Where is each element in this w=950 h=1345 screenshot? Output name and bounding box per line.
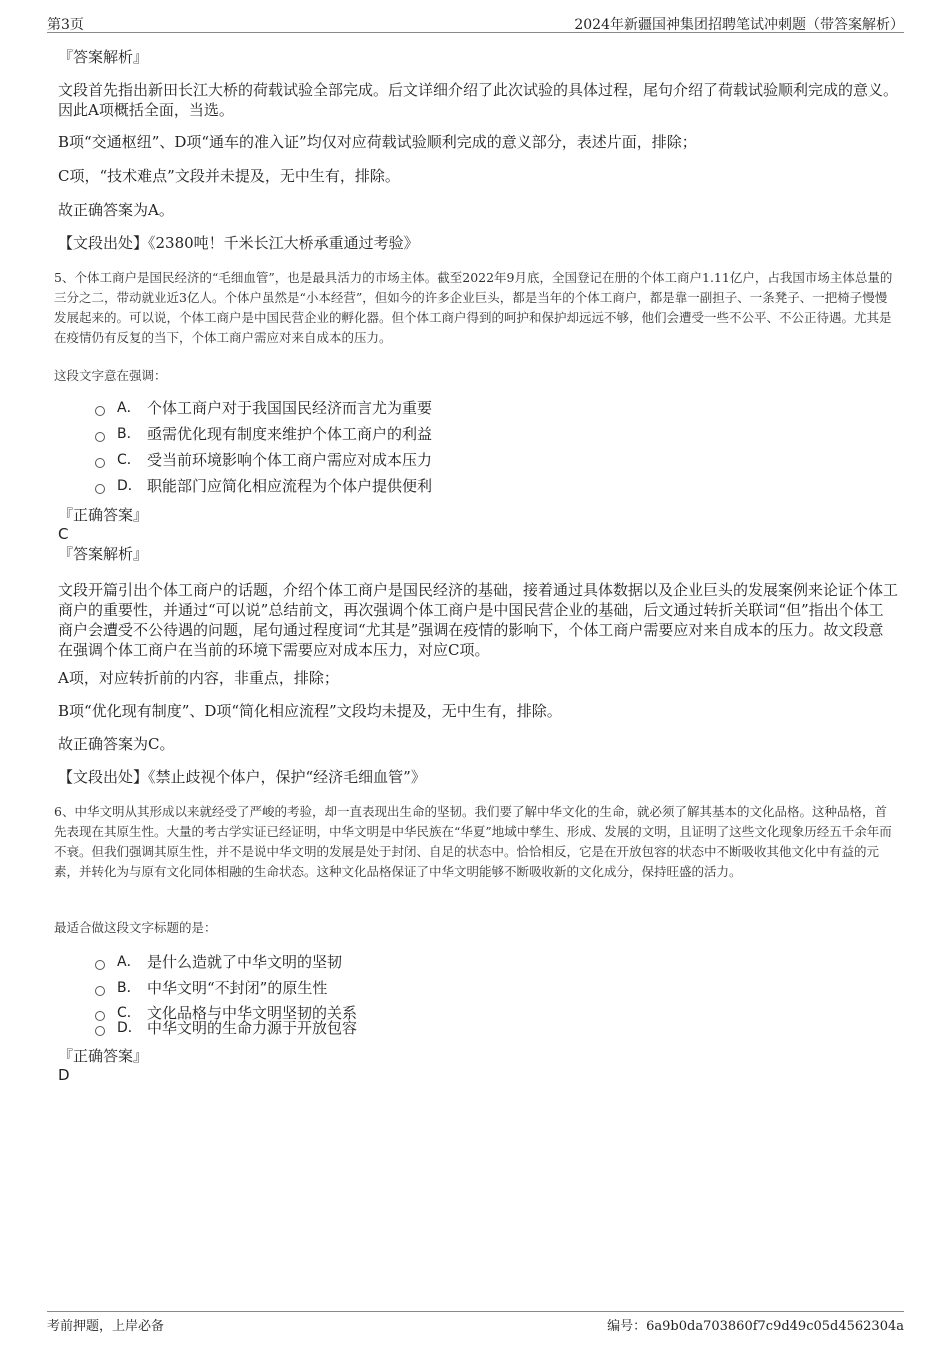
option-text: 中华文明“不封闭”的原生性 (147, 979, 328, 997)
q4-analysis: 文段首先指出新田长江大桥的荷载试验全部完成。后文详细介绍了此次试验的具体过程，尾句介绍了荷载试验顺利完成的意义。因此A项概括全面，当选。 (58, 81, 899, 119)
q5-prompt: 这段文字意在强调： (54, 368, 167, 383)
q5-option-b[interactable] (95, 424, 432, 444)
option-letter: D． (117, 1020, 142, 1036)
option-letter: C． (117, 452, 141, 468)
q6-prompt: 最适合做这段文字标题的是： (54, 920, 217, 935)
radio-icon[interactable] (95, 458, 105, 468)
q4-conclusion: 故正确答案为A。 (58, 201, 174, 219)
q5-conclusion: 故正确答案为C。 (58, 735, 175, 753)
option-text: 受当前环境影响个体工商户需应对成本压力 (147, 451, 433, 469)
q5-analysis-label: 『答案解析』 (58, 545, 149, 563)
q5-option-a[interactable] (95, 398, 432, 418)
radio-icon[interactable] (95, 1026, 105, 1036)
option-text: 亟需优化现有制度来维护个体工商户的利益 (147, 425, 433, 443)
option-text: 职能部门应简化相应流程为个体户提供便利 (147, 477, 433, 495)
q5-analysis: 文段开篇引出个体工商户的话题，介绍个体工商户是国民经济的基础，接着通过具体数据以及企业巨头的发展案例来论证个体工商户的重要性，并通过“可以说”总结前文，再次强调个体工商户是中国民营企业的基础，后文通过转折关联词“但”指出个体工商户会遭受不公待遇的问题，尾句通过程度词“尤其是”强调在疫情的影响下，个体工商户需要应对来自成本的压力。故文段意在强调个体工商户在当前的环境下需要应对成本压力，对应C项。 (58, 581, 899, 659)
page-number: 第3页 (47, 17, 84, 33)
q4-analysis-label: 『答案解析』 (58, 48, 149, 66)
option-letter: A． (117, 400, 141, 416)
option-letter: B． (117, 426, 141, 442)
q6-question: 6、中华文明从其形成以来就经受了严峻的考验，却一直表现出生命的坚韧。我们要了解中华文化的生命，就必须了解其基本的文化品格。这种品格，首先表现在其原生性。大量的考古学实证已经证明，中华文明是中华民族在“华夏”地域中孳生、形成、发展的文明，且证明了这些文化现象历经五千余年而不衰。但我们强调其原生性，并不是说中华文明的发展是处于封闭、自足的状态中。恰恰相反，它是在开放包容的状态中不断吸收其他文化中有益的元素，并转化为与原有文化同体相融的生命状态。这种文化品格保证了中华文明能够不断吸收新的文化成分，保持旺盛的活力。 (54, 804, 892, 879)
radio-icon[interactable] (95, 432, 105, 442)
page-header (47, 12, 904, 33)
document-id: 编号：6a9b0da703860f7c9d49c05d4562304a (607, 1319, 904, 1334)
q6-option-a[interactable] (95, 952, 342, 972)
option-letter: D． (117, 478, 142, 494)
option-letter: C． (117, 1005, 141, 1021)
q5-answer: C (58, 525, 69, 543)
q5-option-c[interactable] (95, 450, 432, 470)
option-text: 是什么造就了中华文明的坚韧 (147, 953, 343, 971)
radio-icon[interactable] (95, 960, 105, 970)
radio-icon[interactable] (95, 986, 105, 996)
q4-source: 【文段出处】《2380吨！千米长江大桥承重通过考验》 (58, 234, 419, 252)
page-footer (47, 1311, 904, 1334)
q6-option-d[interactable] (95, 1018, 357, 1038)
q4-c-note: C项，“技术难点”文段并未提及，无中生有，排除。 (58, 167, 400, 185)
q4-b-note: B项“交通枢纽”、D项“通车的准入证”均仅对应荷载试验顺利完成的意义部分，表述片面，排除； (58, 133, 697, 151)
option-text: 文化品格与中华文明坚韧的关系 (147, 1004, 358, 1022)
q6-answer-label: 『正确答案』 (58, 1047, 149, 1065)
radio-icon[interactable] (95, 406, 105, 416)
footer-slogan: 考前押题，上岸必备 (47, 1319, 165, 1334)
option-text: 个体工商户对于我国国民经济而言尤为重要 (147, 399, 433, 417)
q5-question: 5、个体工商户是国民经济的“毛细血管”，也是最具活力的市场主体。截至2022年9月底，全国登记在册的个体工商户1.11亿户，占我国市场主体总量的三分之二，带动就业近3亿人。个体户虽然是“小本经营”，但如今的许多企业巨头，都是当年的个体工商户，都是靠一副担子、一条凳子、一把椅子慢慢发展起来的。可以说，个体工商户是中国民营企业的孵化器。但个体工商户得到的呵护和保护却远远不够，他们会遭受一些不公平、不公正待遇。尤其是在疫情仍有反复的当下，个体工商户需应对来自成本的压力。 (54, 270, 893, 345)
option-letter: A． (117, 954, 141, 970)
q5-source: 【文段出处】《禁止歧视个体户，保护“经济毛细血管”》 (58, 768, 426, 786)
q5-answer-label: 『正确答案』 (58, 506, 149, 524)
radio-icon[interactable] (95, 484, 105, 494)
q6-option-b[interactable] (95, 978, 327, 998)
q5-a-note: A项，对应转折前的内容，非重点，排除； (58, 669, 339, 687)
option-text: 中华文明的生命力源于开放包容 (147, 1019, 358, 1037)
q6-answer: D (58, 1066, 70, 1084)
option-letter: B． (117, 980, 141, 996)
document-title: 2024年新疆国神集团招聘笔试冲刺题（带答案解析） (574, 17, 904, 33)
q5-option-d[interactable] (95, 476, 432, 496)
q5-bd-note: B项“优化现有制度”、D项“简化相应流程”文段均未提及，无中生有，排除。 (58, 702, 562, 720)
